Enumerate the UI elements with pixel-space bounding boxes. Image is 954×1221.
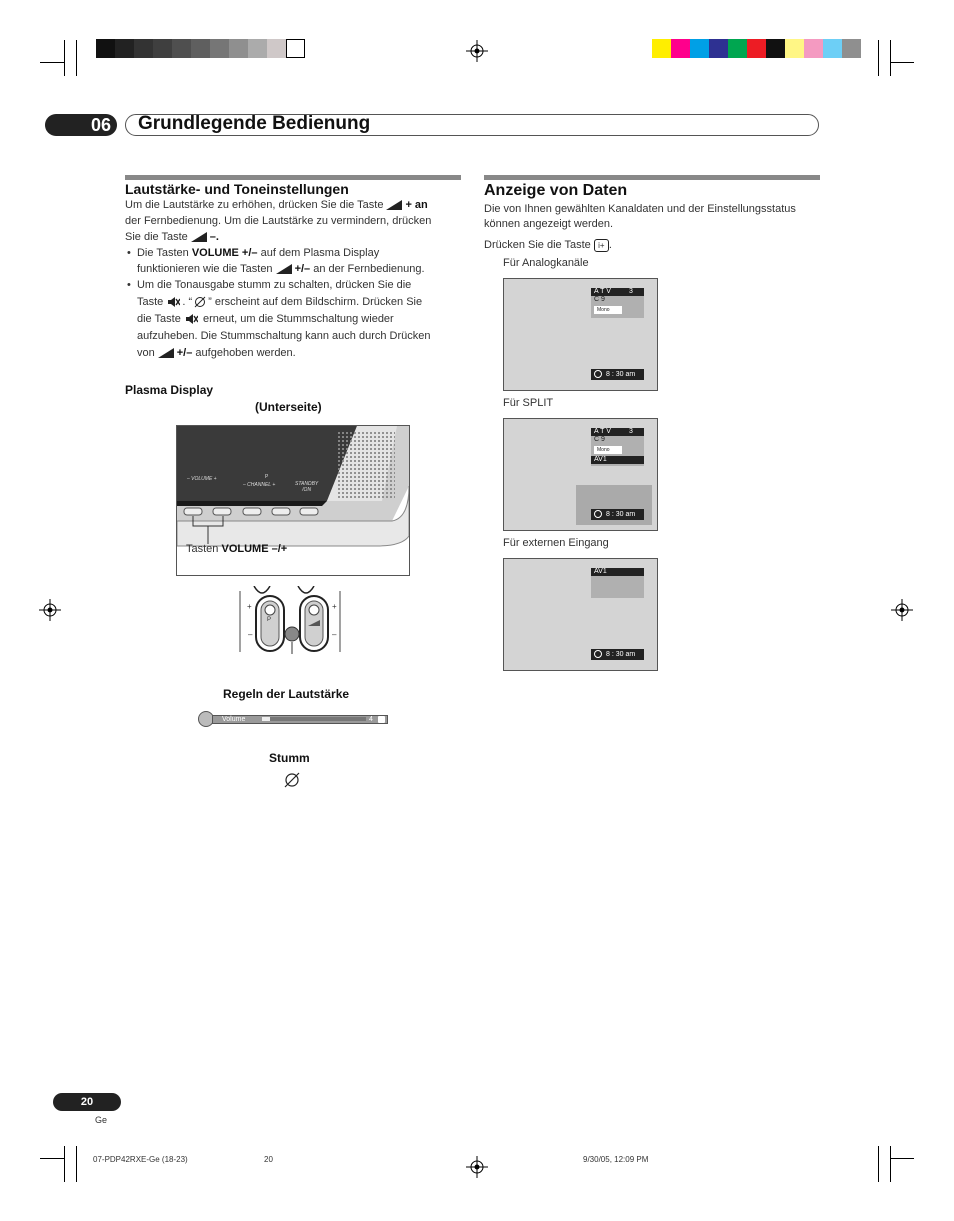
remote-plus-left: + xyxy=(247,602,252,611)
panel-volume-label: – VOLUME + xyxy=(187,476,217,482)
mute-speaker-icon xyxy=(168,296,180,308)
mute-display-icon xyxy=(194,296,206,308)
crop-mark xyxy=(890,1146,891,1182)
clock-icon xyxy=(594,650,602,658)
color-swatch xyxy=(709,39,728,58)
plasma-display-label: Plasma Display xyxy=(125,383,214,397)
stumm-label: Stumm xyxy=(269,751,310,765)
registration-mark-icon xyxy=(466,1156,488,1178)
volume-icon xyxy=(386,200,402,210)
clock-display: 8 : 30 am xyxy=(591,649,644,660)
channel-info-box: A T V 3 C 9 Mono AV1 xyxy=(591,428,644,466)
section-heading: Lautstärke- und Toneinstellungen xyxy=(125,181,349,197)
print-page: 20 xyxy=(264,1155,273,1164)
print-date: 9/30/05, 12:09 PM xyxy=(583,1155,649,1164)
clock-display: 8 : 30 am xyxy=(591,369,644,380)
registration-mark-icon xyxy=(466,40,488,62)
section-heading: Anzeige von Daten xyxy=(484,182,628,199)
registration-mark-icon xyxy=(39,599,61,621)
color-swatch xyxy=(804,39,823,58)
file-name: 07-PDP42RXE-Ge (18-23) xyxy=(93,1155,188,1164)
crop-mark xyxy=(890,1158,914,1159)
mute-display-icon xyxy=(284,772,300,788)
color-swatch xyxy=(728,39,747,58)
info-button-icon: i+ xyxy=(594,239,609,252)
volume-value: 4 xyxy=(369,716,373,723)
volume-icon xyxy=(191,232,207,242)
osd-analog xyxy=(503,278,658,391)
color-swatch xyxy=(823,39,842,58)
section-rule xyxy=(125,175,461,180)
panel-channel-label: – CHANNEL + xyxy=(243,482,276,488)
color-swatch xyxy=(115,39,134,58)
bullet-2: • Um die Tonausgabe stumm zu schalten, drücken Sie die Taste . “ ” erscheint auf dem Bildschirm. Drücken Sie die Taste erneut, um die Stummschaltung wieder aufzuheben. Die Stummschaltung kann auch durch Drücken von +/– aufgehoben werden. xyxy=(127,279,431,359)
chapter-title: Grundlegende Bedienung xyxy=(138,113,371,134)
crop-mark xyxy=(878,40,879,76)
speaker-grille xyxy=(337,431,395,499)
clock-display: 8 : 30 am xyxy=(591,509,644,520)
color-swatch xyxy=(652,39,671,58)
color-swatch xyxy=(172,39,191,58)
color-swatch xyxy=(267,39,286,58)
page-number: 20 xyxy=(53,1093,121,1111)
color-swatch xyxy=(842,39,861,58)
color-swatch xyxy=(747,39,766,58)
volume-track xyxy=(262,717,366,721)
color-swatch xyxy=(766,39,785,58)
remote-plus-right: + xyxy=(332,602,337,611)
registration-mark-icon xyxy=(891,599,913,621)
remote-minus-right: – xyxy=(332,630,337,639)
color-swatch xyxy=(248,39,267,58)
volume-osd xyxy=(198,711,388,727)
crop-mark xyxy=(890,40,891,76)
color-swatch xyxy=(210,39,229,58)
press-instruction: Drücken Sie die Taste i+ . xyxy=(484,239,612,251)
crop-mark xyxy=(76,40,77,76)
color-swatch xyxy=(671,39,690,58)
clock-icon xyxy=(594,510,602,518)
extern-label: Für externen Eingang xyxy=(503,537,609,549)
remote-p-label: P xyxy=(267,617,272,623)
section-rule xyxy=(484,175,820,180)
color-swatch xyxy=(229,39,248,58)
analog-label: Für Analogkanäle xyxy=(503,257,589,269)
crop-mark xyxy=(64,40,65,76)
color-swatch xyxy=(690,39,709,58)
color-swatch xyxy=(785,39,804,58)
crop-mark xyxy=(40,62,64,63)
osd-split xyxy=(503,418,658,531)
crop-mark xyxy=(76,1146,77,1182)
split-label: Für SPLIT xyxy=(503,397,554,409)
crop-mark xyxy=(64,1146,65,1182)
plasma-display-illustration xyxy=(176,425,410,576)
crop-mark xyxy=(40,1158,64,1159)
channel-info-box: AV1 xyxy=(591,568,644,598)
chapter-number: 06 xyxy=(45,114,117,136)
panel-standby-label: STANDBY /ON xyxy=(295,481,319,493)
bullet-1: • Die Tasten VOLUME +/– auf dem Plasma Display funktionieren wie die Tasten +/– an der Fernbedienung. xyxy=(127,247,425,275)
language-code: Ge xyxy=(95,1115,108,1125)
volume-icon xyxy=(158,348,174,358)
remote-minus-left: – xyxy=(248,630,253,639)
clock-icon xyxy=(594,370,602,378)
volume-icon xyxy=(276,264,292,274)
display-paragraph: Die von Ihnen gewählten Kanaldaten und der Einstellungsstatus können angezeigt werden. xyxy=(484,203,796,230)
volume-small-icon xyxy=(378,716,385,723)
crop-mark xyxy=(890,62,914,63)
color-swatch xyxy=(134,39,153,58)
color-swatch xyxy=(96,39,115,58)
unterseite-label: (Unterseite) xyxy=(255,400,322,414)
mute-speaker-icon xyxy=(186,313,198,325)
tasten-label: Tasten VOLUME –/+ xyxy=(186,543,288,555)
color-swatch xyxy=(153,39,172,58)
volume-label: Volume xyxy=(222,716,246,723)
remote-illustration xyxy=(236,586,346,656)
panel-p-label: P xyxy=(265,474,269,480)
crop-mark xyxy=(878,1146,879,1182)
color-swatch xyxy=(286,39,305,58)
color-swatch xyxy=(191,39,210,58)
volume-paragraph: Um die Lautstärke zu erhöhen, drücken Sie die Taste + an der Fernbedienung. Um die Lautstärke zu vermindern, drücken Sie die Taste –. xyxy=(125,199,432,243)
osd-external xyxy=(503,558,658,671)
regeln-label: Regeln der Lautstärke xyxy=(223,687,350,701)
channel-info-box: A T V 3 C 9 Mono xyxy=(591,288,644,318)
